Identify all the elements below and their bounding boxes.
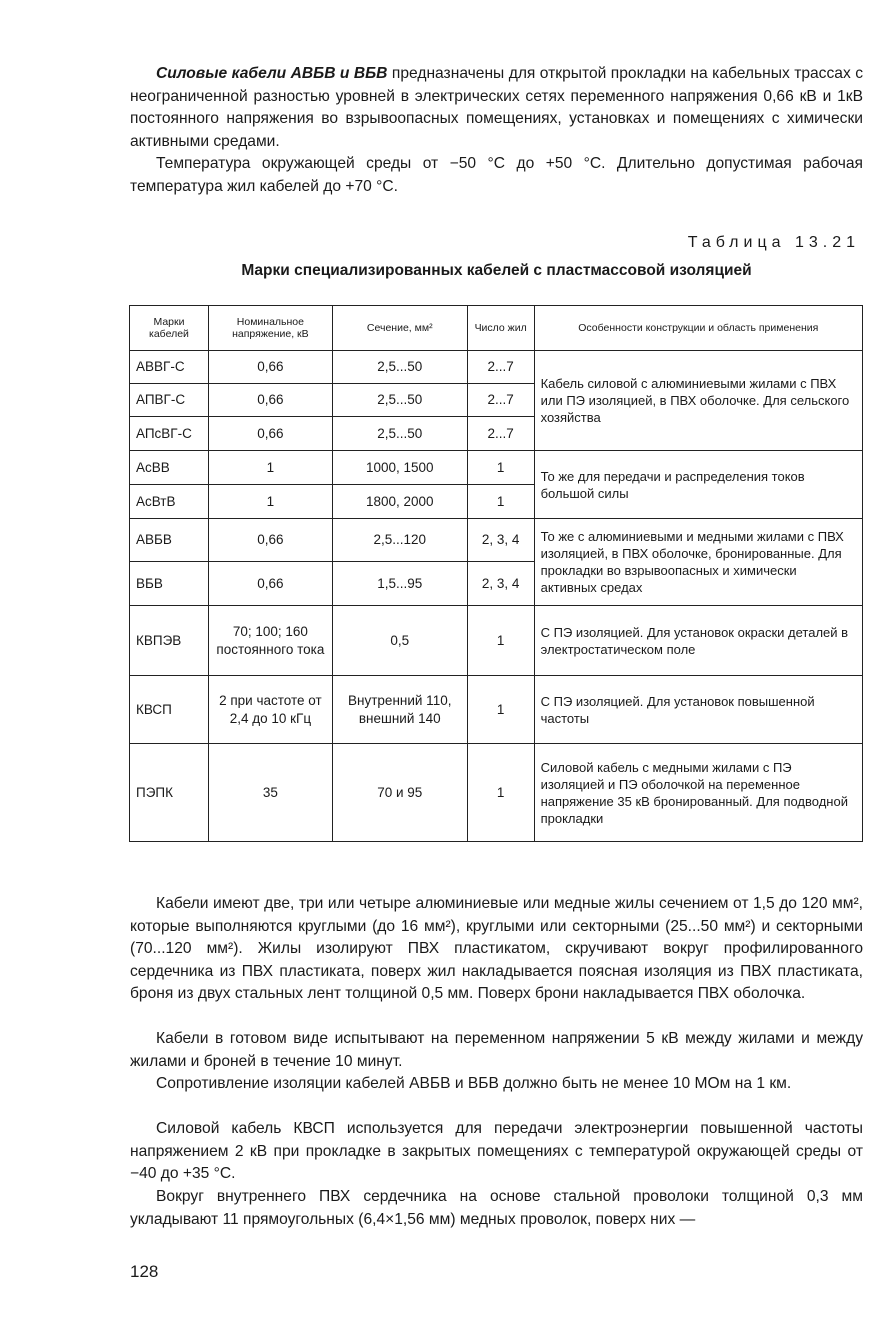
cell-cores: 2...7 [467, 384, 534, 417]
cell-mark: АВБВ [130, 519, 209, 562]
table-row [130, 519, 863, 562]
body-paragraph-4-text: Силовой кабель КВСП используется для передачи электроэнергии повышенной частоты напряжением 2 кВ при прокладке в закрытых помещениях с температурой окружающей среды от −40 до +35 °С. [130, 1120, 863, 1182]
table-header-row [130, 306, 863, 351]
table-title: Марки специализированных кабелей с пластмассовой изоляцией [241, 262, 752, 279]
cell-mark: ВБВ [130, 562, 209, 606]
cell-cores: 1 [467, 606, 534, 676]
cell-voltage: 0,66 [208, 351, 332, 384]
cell-mark: КВСП [130, 676, 209, 744]
header-voltage: Номинальное напряжение, кВ [208, 306, 332, 351]
cell-section: 1800, 2000 [332, 485, 467, 519]
cell-voltage: 1 [208, 485, 332, 519]
cell-features-group1: Кабель силовой с алюминиевыми жилами с ПВХ или ПЭ изоляцией, в ПВХ оболочке. Для сельского хозяйства [534, 351, 862, 451]
cell-mark: КВПЭВ [130, 606, 209, 676]
cell-mark: АВВГ-С [130, 351, 209, 384]
cell-section: 2,5...50 [332, 417, 467, 451]
table-row [130, 451, 863, 485]
cell-section: 2,5...120 [332, 519, 467, 562]
cell-features-kvpev: С ПЭ изоляцией. Для установок окраски деталей в электростатическом поле [534, 606, 862, 676]
table-label: Таблица 13.21 [687, 234, 860, 251]
intro-paragraph-2-text: Температура окружающей среды от −50 °С до +50 °С. Длительно допустимая рабочая температура жил кабелей до +70 °С. [130, 155, 863, 195]
header-features: Особенности конструкции и область применения [534, 306, 862, 351]
body-paragraph-2-text: Кабели в готовом виде испытывают на переменном напряжении 5 кВ между жилами и между жилами и броней в течение 10 минут. [130, 1030, 863, 1070]
body-paragraph-1 [130, 893, 863, 1006]
page-number: 128 [130, 1262, 159, 1281]
header-section: Сечение, мм² [332, 306, 467, 351]
body-paragraph-3 [130, 1073, 863, 1096]
cell-features-group3: То же с алюминиевыми и медными жилами с ПВХ изоляцией, в ПВХ оболочке, бронированные. Для прокладки во взрывоопасных и химически активных средах [534, 519, 862, 606]
table-row [130, 606, 863, 676]
cell-section: 2,5...50 [332, 351, 467, 384]
body-paragraph-1-text: Кабели имеют две, три или четыре алюминиевые или медные жилы сечением от 1,5 до 120 мм², которые выполняются круглыми (до 16 мм²), круглыми или секторными (25...50 мм²) и секторными (70...120 мм²). Жилы изолируют ПВХ пластикатом, скручивают вокруг профилированного сердечника из ПВХ пластиката, поверх жил накладывается поясная изоляция из ПВХ пластиката, броня из двух стальных лент толщиной 0,5 мм. Поверх брони накладывается ПВХ оболочка. [130, 895, 863, 1002]
table-row [130, 351, 863, 384]
cell-cores: 1 [467, 676, 534, 744]
cell-section: 70 и 95 [332, 744, 467, 842]
cell-voltage: 70; 100; 160 постоянного тока [208, 606, 332, 676]
cell-voltage: 35 [208, 744, 332, 842]
cell-mark: АсВВ [130, 451, 209, 485]
intro-rest-text: предназначены для открытой прокладки на кабельных трассах с неограниченной разностью уровней в электрических сетях переменного напряжения 0,66 кВ и 1кВ постоянного напряжения во взрывоопасных помещениях, установках и помещениях с химически активными средами. [130, 65, 863, 150]
header-cores: Число жил [467, 306, 534, 351]
cell-mark: АПсВГ-С [130, 417, 209, 451]
cell-section: Внутренний 110, внешний 140 [332, 676, 467, 744]
cell-section: 1,5...95 [332, 562, 467, 606]
cell-cores: 2, 3, 4 [467, 562, 534, 606]
cell-cores: 2...7 [467, 351, 534, 384]
body-paragraph-4 [130, 1118, 863, 1186]
cell-features-kvsp: С ПЭ изоляцией. Для установок повышенной частоты [534, 676, 862, 744]
cell-cores: 1 [467, 744, 534, 842]
body-paragraph-5-text: Вокруг внутреннего ПВХ сердечника на основе стальной проволоки толщиной 0,3 мм укладывают 11 прямоугольных (6,4×1,56 мм) медных проволок, поверх них — [130, 1188, 863, 1228]
cell-section: 0,5 [332, 606, 467, 676]
intro-paragraph-2 [130, 153, 863, 198]
intro-lead-text: Силовые кабели АВБВ и ВБВ [156, 65, 388, 82]
cell-voltage: 0,66 [208, 384, 332, 417]
cell-mark: АсВтВ [130, 485, 209, 519]
body-paragraph-3-text: Сопротивление изоляции кабелей АВБВ и ВБВ должно быть не менее 10 МОм на 1 км. [156, 1075, 792, 1092]
cell-features-group2: То же для передачи и распределения токов большой силы [534, 451, 862, 519]
cell-cores: 1 [467, 485, 534, 519]
cell-mark: АПВГ-С [130, 384, 209, 417]
header-mark: Марки кабелей [130, 306, 209, 351]
intro-paragraph-1 [130, 63, 863, 153]
body-paragraph-2 [130, 1028, 863, 1073]
body-paragraph-5 [130, 1186, 863, 1231]
cell-mark: ПЭПК [130, 744, 209, 842]
cell-voltage: 0,66 [208, 417, 332, 451]
cell-voltage: 0,66 [208, 519, 332, 562]
cell-cores: 1 [467, 451, 534, 485]
cell-cores: 2, 3, 4 [467, 519, 534, 562]
cell-voltage: 2 при частоте от 2,4 до 10 кГц [208, 676, 332, 744]
cell-cores: 2...7 [467, 417, 534, 451]
table-row [130, 676, 863, 744]
cell-section: 2,5...50 [332, 384, 467, 417]
cell-features-pepk: Силовой кабель с медными жилами с ПЭ изоляцией и ПЭ оболочкой на переменное напряжение 35 кВ бронированный. Для подводной прокладки [534, 744, 862, 842]
cell-section: 1000, 1500 [332, 451, 467, 485]
table-row [130, 744, 863, 842]
cell-voltage: 1 [208, 451, 332, 485]
cell-voltage: 0,66 [208, 562, 332, 606]
cable-spec-table [129, 305, 863, 842]
